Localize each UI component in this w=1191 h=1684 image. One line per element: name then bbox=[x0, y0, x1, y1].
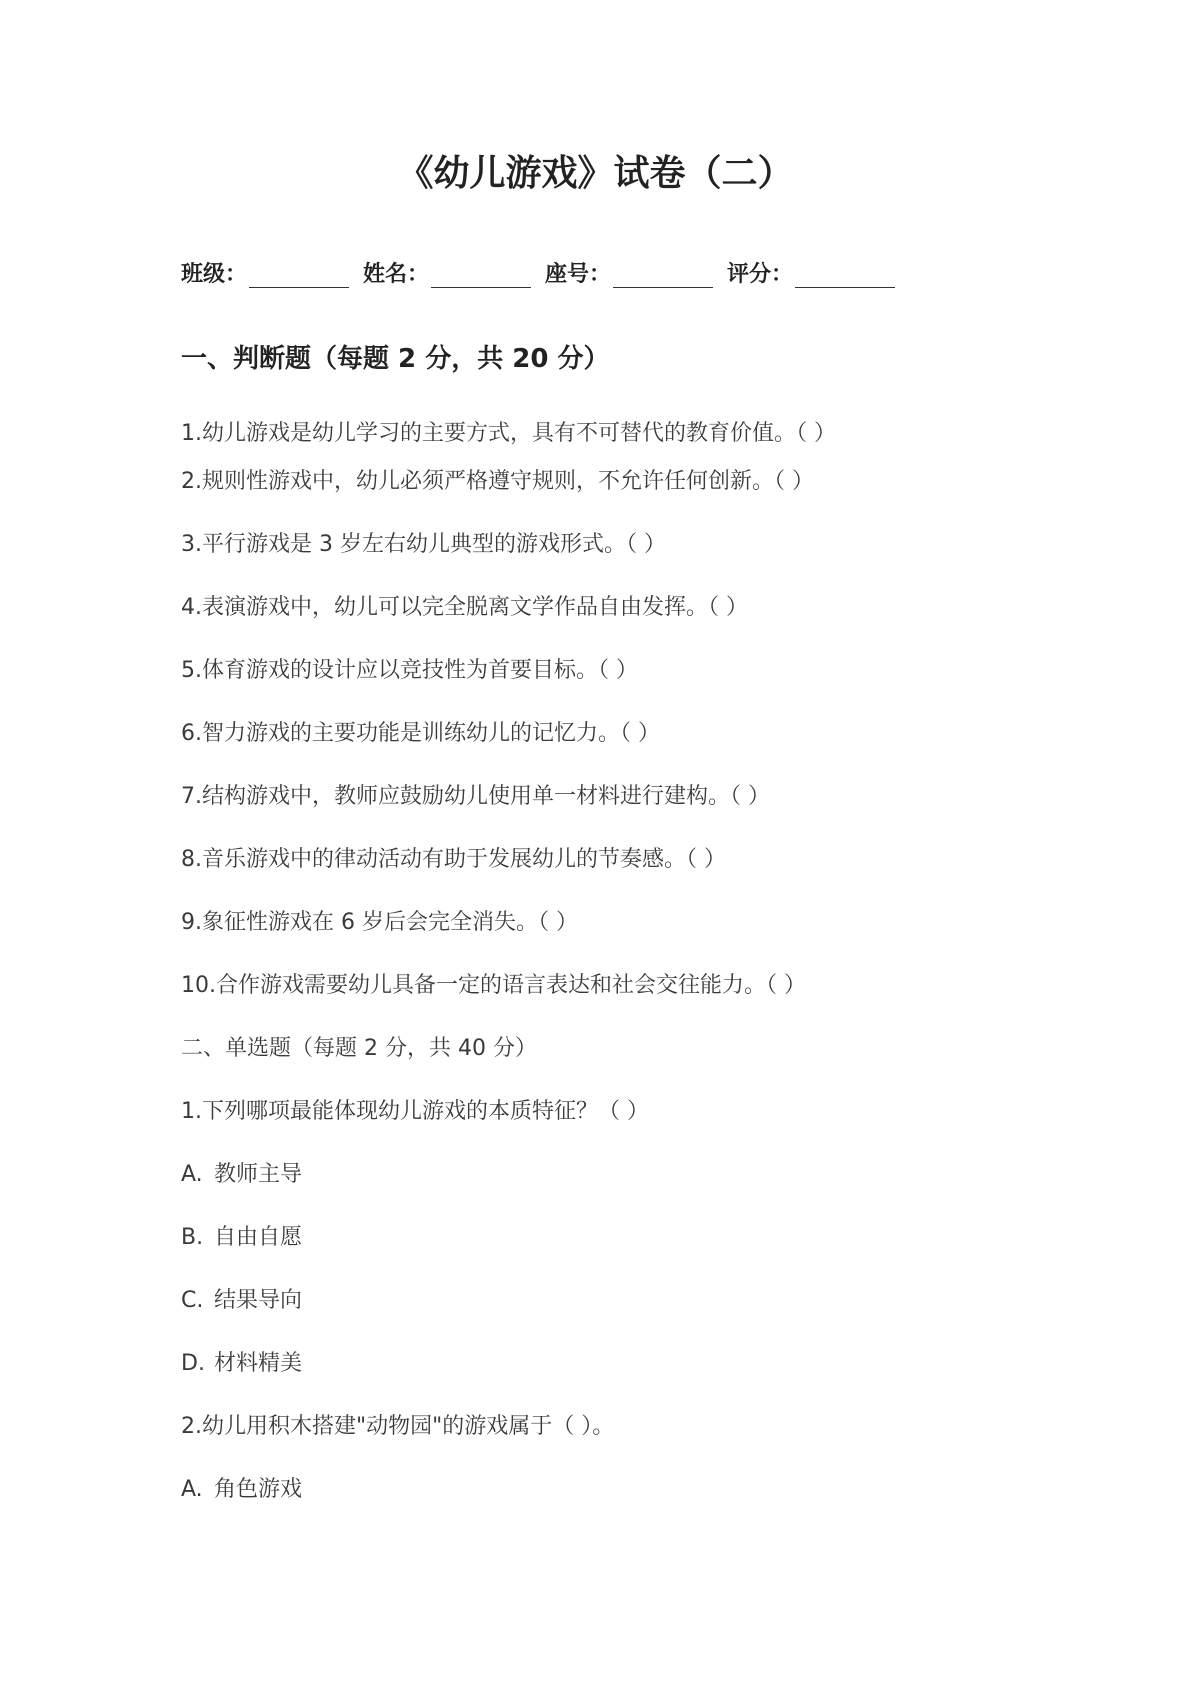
mc-question-1: 1.下列哪项最能体现幼儿游戏的本质特征？（ ） bbox=[181, 1099, 649, 1124]
option-letter: C. bbox=[181, 1288, 204, 1313]
mc-q1-option-b[interactable] bbox=[181, 1222, 302, 1254]
name-field bbox=[363, 257, 531, 288]
score-label: 评分： bbox=[727, 262, 794, 287]
name-blank[interactable] bbox=[431, 263, 531, 288]
tf-question-5: 5.体育游戏的设计应以竞技性为首要目标。（ ） bbox=[181, 658, 638, 683]
mc-q1-option-a[interactable] bbox=[181, 1159, 302, 1191]
seat-label: 座号： bbox=[545, 262, 612, 287]
mc-question-2: 2.幼儿用积木搭建"动物园"的游戏属于（ ）。 bbox=[181, 1414, 615, 1439]
seat-field bbox=[545, 257, 713, 288]
student-info-row bbox=[181, 252, 909, 288]
tf-question-10: 10.合作游戏需要幼儿具备一定的语言表达和社会交往能力。（ ） bbox=[181, 973, 806, 998]
class-blank[interactable] bbox=[249, 263, 349, 288]
score-field bbox=[727, 257, 895, 288]
option-text: 材料精美 bbox=[214, 1351, 303, 1376]
mc-q2-option-a[interactable] bbox=[181, 1474, 302, 1506]
tf-question-6: 6.智力游戏的主要功能是训练幼儿的记忆力。（ ） bbox=[181, 721, 660, 746]
option-letter: A. bbox=[181, 1162, 203, 1187]
section-single-choice-heading: 二、单选题（每题 2 分，共 40 分） bbox=[181, 1036, 537, 1061]
page-title: 《幼儿游戏》试卷（二） bbox=[397, 153, 794, 194]
tf-question-1: 1.幼儿游戏是幼儿学习的主要方式，具有不可替代的教育价值。（ ） bbox=[181, 421, 836, 446]
mc-q1-option-d[interactable] bbox=[181, 1348, 302, 1380]
score-blank[interactable] bbox=[795, 263, 895, 288]
section-true-false-heading: 一、判断题（每题 2 分，共 20 分） bbox=[181, 344, 610, 374]
option-text: 角色游戏 bbox=[214, 1477, 303, 1502]
class-field bbox=[181, 257, 349, 288]
mc-q1-option-c[interactable] bbox=[181, 1285, 302, 1317]
tf-question-4: 4.表演游戏中，幼儿可以完全脱离文学作品自由发挥。（ ） bbox=[181, 595, 748, 620]
seat-blank[interactable] bbox=[613, 263, 713, 288]
tf-question-7: 7.结构游戏中，教师应鼓励幼儿使用单一材料进行建构。（ ） bbox=[181, 784, 770, 809]
tf-question-2: 2.规则性游戏中，幼儿必须严格遵守规则，不允许任何创新。（ ） bbox=[181, 469, 814, 494]
tf-question-9: 9.象征性游戏在 6 岁后会完全消失。（ ） bbox=[181, 910, 578, 935]
option-text: 结果导向 bbox=[214, 1288, 303, 1313]
tf-question-3: 3.平行游戏是 3 岁左右幼儿典型的游戏形式。（ ） bbox=[181, 532, 666, 557]
option-letter: B. bbox=[181, 1225, 204, 1250]
option-text: 教师主导 bbox=[214, 1162, 303, 1187]
name-label: 姓名： bbox=[363, 262, 430, 287]
class-label: 班级： bbox=[181, 262, 248, 287]
option-text: 自由自愿 bbox=[214, 1225, 303, 1250]
option-letter: A. bbox=[181, 1477, 203, 1502]
tf-question-8: 8.音乐游戏中的律动活动有助于发展幼儿的节奏感。（ ） bbox=[181, 847, 726, 872]
option-letter: D. bbox=[181, 1351, 205, 1376]
